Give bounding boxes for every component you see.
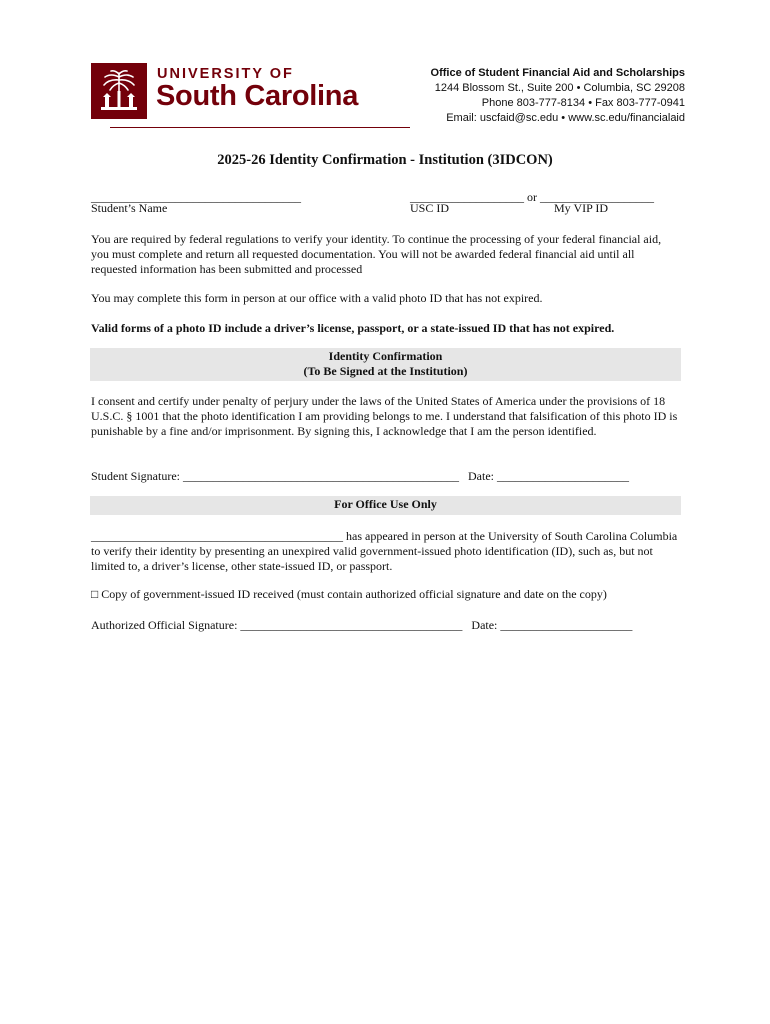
palmetto-tree-icon bbox=[91, 63, 147, 119]
header-rule bbox=[110, 127, 410, 128]
university-main-text: South Carolina bbox=[156, 80, 359, 112]
office-contact-block bbox=[431, 66, 685, 126]
id-line[interactable]: ___________________ or ___________________ bbox=[410, 190, 654, 204]
identity-confirmation-header bbox=[90, 348, 681, 381]
in-person-paragraph: You may complete this form in person at our office with a valid photo ID that has not expired. bbox=[91, 291, 543, 305]
student-signature-field[interactable]: Student Signature: ______________________________________________ Date: ______________________ bbox=[91, 469, 629, 483]
office-statement-paragraph: __________________________________________ has appeared in person at the University of South Carolina Columbia to verify their identity by presenting an unexpired valid government-issued photo identification (ID), such as, but not limited to, a driver’s license, other state-issued ID, or passport. bbox=[91, 529, 678, 573]
student-name-line[interactable]: ___________________________________ bbox=[91, 190, 301, 204]
section-title: For Office Use Only bbox=[334, 497, 437, 511]
consent-paragraph: I consent and certify under penalty of perjury under the laws of the United States of America under the provisions of 18 U.S.C. § 1001 that the photo identification I am providing belongs to me. I understand that falsification of this photo ID is punishable by a fine and/or imprisonment. By signing this, I acknowledge that I am the person identified. bbox=[91, 394, 678, 438]
university-top-text: UNIVERSITY OF bbox=[157, 66, 294, 82]
office-use-header bbox=[90, 496, 681, 515]
intro-paragraph: You are required by federal regulations to verify your identity. To continue the processing of your federal financial aid, you must complete and return all requested documentation. You will not be awarded federal financial aid until all requested information has been submitted and processed bbox=[91, 232, 662, 276]
office-title: Office of Student Financial Aid and Scholarships bbox=[430, 67, 685, 79]
section-subtitle: (To Be Signed at the Institution) bbox=[303, 364, 468, 378]
office-email: Email: uscfaid@sc.edu • www.sc.edu/financialaid bbox=[446, 112, 685, 124]
office-phone: Phone 803-777-8134 • Fax 803-777-0941 bbox=[481, 97, 685, 109]
form-title: 2025-26 Identity Confirmation - Institution (3IDCON) bbox=[217, 152, 553, 168]
vip-id-label: My VIP ID bbox=[554, 201, 609, 215]
student-name-label: Student’s Name bbox=[91, 201, 168, 215]
official-signature-field[interactable]: Authorized Official Signature: _____________________________________ Date: ______________________ bbox=[91, 618, 633, 632]
usc-id-label: USC ID bbox=[410, 201, 450, 215]
office-address: 1244 Blossom St., Suite 200 • Columbia, SC 29208 bbox=[434, 82, 685, 94]
valid-id-paragraph: Valid forms of a photo ID include a driver’s license, passport, or a state-issued ID that has not expired. bbox=[91, 321, 615, 335]
section-title: Identity Confirmation bbox=[328, 349, 443, 363]
usc-logo bbox=[91, 63, 147, 119]
copy-received-checkbox[interactable]: □ Copy of government-issued ID received (must contain authorized official signature and date on the copy) bbox=[91, 587, 607, 601]
